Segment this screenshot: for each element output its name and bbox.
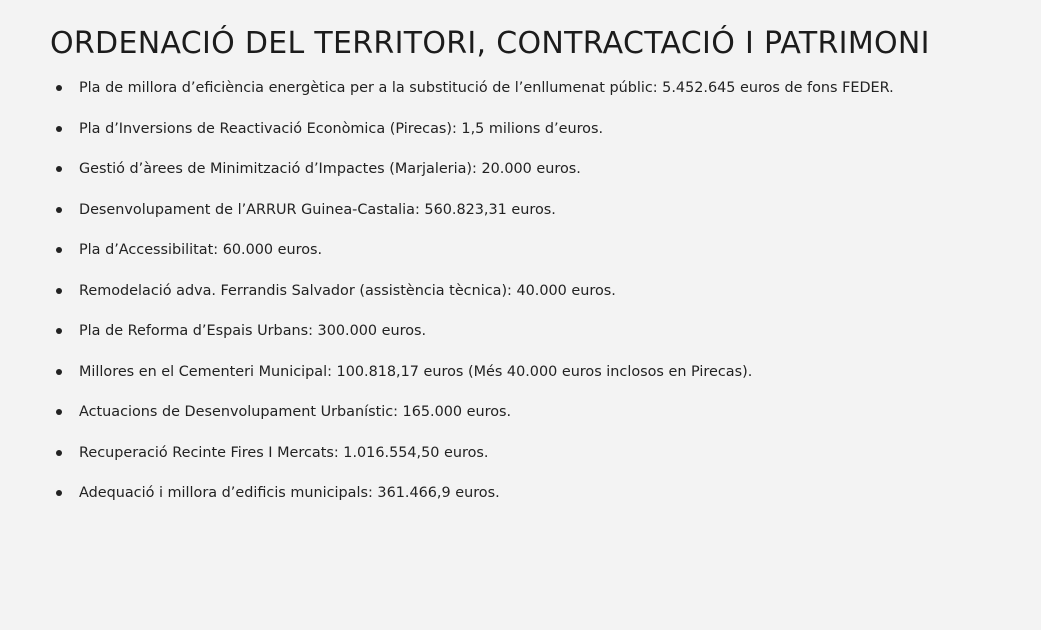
bullet-icon (56, 328, 62, 334)
list-item (50, 76, 1041, 117)
list-item (50, 279, 1041, 320)
list-item (50, 319, 1041, 360)
list-item-text: Desenvolupament de l’ARRUR Guinea-Castalia: 560.823,31 euros. (79, 201, 556, 218)
bullet-icon (56, 450, 62, 456)
list-item-text: Adequació i millora d’edificis municipals: 361.466,9 euros. (79, 485, 500, 501)
bullet-icon (56, 126, 62, 132)
list-item-text: Gestió d’àrees de Minimització d’Impactes (Marjaleria): 20.000 euros. (79, 161, 581, 177)
bullet-icon (56, 288, 62, 294)
list-item (50, 157, 1041, 198)
list-item-text: Recuperació Recinte Fires I Mercats: 1.016.554,50 euros. (79, 444, 489, 461)
list-item (50, 117, 1041, 158)
list-item-text: Pla d’Accessibilitat: 60.000 euros. (79, 242, 323, 258)
list-item (50, 238, 1041, 279)
list-item-text: Pla d’Inversions de Reactivació Econòmica (Pirecas): 1,5 milions d’euros. (79, 120, 604, 137)
list-item (50, 441, 1041, 482)
list-item (50, 360, 1041, 401)
bullet-icon (56, 85, 62, 91)
list-item (50, 400, 1041, 441)
bullet-icon (56, 207, 62, 213)
bullet-icon (56, 409, 62, 415)
list-item-text: Pla de millora d’eficiència energètica per a la substitució de l’enllumenat públic: 5.452.645 euros de fons FEDER. (79, 80, 894, 96)
bullet-icon (56, 369, 62, 375)
bullet-icon (56, 490, 62, 496)
list-item-text: Pla de Reforma d’Espais Urbans: 300.000 euros. (79, 323, 427, 339)
list-item-text: Millores en el Cementeri Municipal: 100.818,17 euros (Més 40.000 euros inclosos en Pirecas). (79, 363, 753, 380)
list-item (50, 481, 1041, 522)
investment-list (50, 76, 1041, 522)
list-item-text: Remodelació adva. Ferrandis Salvador (assistència tècnica): 40.000 euros. (79, 282, 616, 299)
list-item (50, 198, 1041, 239)
list-item-text: Actuacions de Desenvolupament Urbanístic: 165.000 euros. (79, 404, 512, 420)
bullet-icon (56, 166, 62, 172)
section-title: ORDENACIÓ DEL TERRITORI, CONTRACTACIÓ I PATRIMONI (50, 26, 930, 61)
bullet-icon (56, 247, 62, 253)
